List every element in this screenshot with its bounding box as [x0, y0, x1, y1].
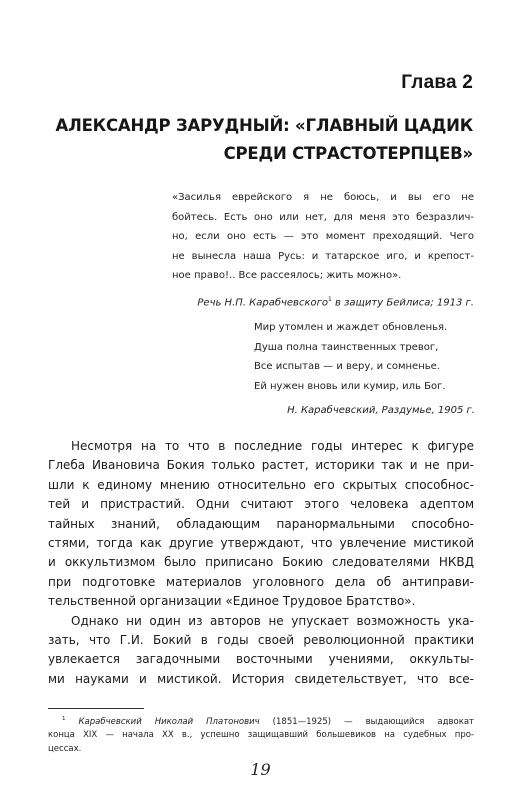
- body-line: зать, что Г.И. Бокий в годы своей революционной практики: [48, 633, 474, 648]
- epigraph-source-text: в защиту Бейлиса; 1913 г.: [331, 296, 474, 308]
- body-line: при подготовке материалов уголовного дела об антиправи-: [48, 574, 474, 589]
- poem-source: Н. Карабчевский, Раздумье, 1905 г.: [287, 405, 475, 416]
- chapter-title-line: АЛЕКСАНДР ЗАРУДНЫЙ: «ГЛАВНЫЙ ЦАДИК: [55, 116, 473, 135]
- body-line: и оккультизмом было приписано Бокию следователями НКВД: [48, 555, 474, 570]
- epigraph-source: [172, 290, 474, 313]
- epigraph-poem: [254, 318, 475, 421]
- body-line: Несмотря на то что в последние годы интерес к фигуре: [71, 439, 474, 453]
- body-line: ми науками и мистикой. История свидетельствует, что все-: [48, 671, 474, 686]
- footnote: [48, 713, 474, 756]
- footnote-text: (1851—1925) — выдающийся адвокат: [259, 716, 475, 727]
- page-number: 19: [250, 760, 271, 779]
- body-line: тельственной организации «Единое Трудовое Братство».: [48, 594, 416, 609]
- epigraph-line: «Засилья еврейского я не боюсь, и вы его не: [172, 192, 474, 203]
- poem-line: Мир утомлен и жаждет обновленья.: [254, 322, 448, 333]
- footnote-divider: [48, 708, 144, 709]
- footnote-line: [48, 713, 474, 729]
- epigraph-line: но, если оно есть — это момент преходящий. Чего: [172, 231, 474, 242]
- footnote-person-name: Карабчевский Николай Платонович: [78, 716, 260, 727]
- body-line: тей и пристрастий. Одни считают этого человека адептом: [48, 497, 474, 512]
- poem-line: Все испытав — и веру, и сомненье.: [254, 361, 440, 372]
- footnote-line: конца XIX — начала XX в., успешно защищавший большевиков на судебных про-: [48, 730, 474, 741]
- body-line: тайных знаний, обладающим паранормальными способно-: [48, 516, 474, 531]
- epigraph-line: бойтесь. Есть оно или нет, для меня это безразлич-: [172, 211, 474, 223]
- body-line: шли к единому мнению относительно его скрытых способнос-: [48, 477, 474, 492]
- body-line: стями, тогда как другие утверждают, что увлечение мистикой: [48, 536, 474, 551]
- body-text: [48, 437, 474, 689]
- poem-line: Душа полна таинственных тревог,: [254, 341, 439, 353]
- poem-line: Ей нужен вновь или кумир, иль Бог.: [254, 380, 446, 392]
- chapter-heading: Глава 2: [401, 72, 473, 93]
- footnote-marker[interactable]: 1: [327, 295, 332, 303]
- body-line: увлекается загадочными восточными учениями, оккульты-: [48, 652, 474, 667]
- epigraph-source-text: Речь Н.П. Карабчевского: [197, 296, 328, 308]
- chapter-title-line: СРЕДИ СТРАСТОТЕРПЦЕВ»: [223, 144, 473, 163]
- chapter-title: [33, 112, 473, 168]
- footnote-line: цессах.: [48, 743, 82, 754]
- footnote-number: 1: [62, 716, 66, 722]
- body-line: Однако ни один из авторов не упускает возможность ука-: [71, 613, 474, 628]
- epigraph-line: ное право!.. Все рассеялось; жить можно».: [172, 270, 402, 281]
- epigraph-quote: [172, 188, 474, 312]
- body-line: Глеба Ивановича Бокия только растет, историки так и не при-: [48, 458, 474, 473]
- epigraph-line: не вынесла наша Русь: и татарское иго, и крепост-: [172, 250, 474, 262]
